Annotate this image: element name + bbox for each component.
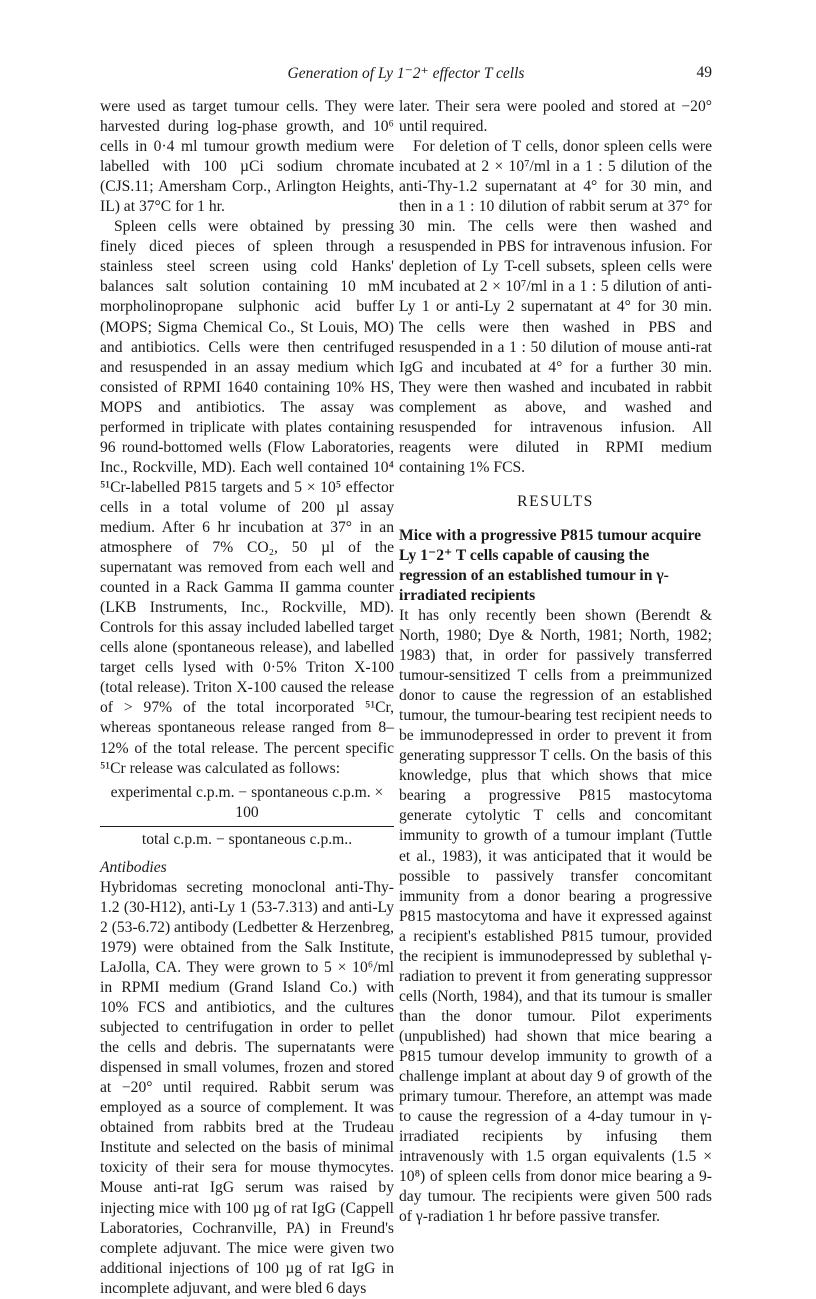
paragraph: Hybridomas secreting monoclonal anti-Thy-1.2 (30-H12), anti-Ly 1 (53-7.313) and anti-Ly 2 (53-6.72) antibody (Ledbetter & Herzenbreg, 1979) were obtained from the Salk Institute, LaJolla, CA. They were grown to 5 × 10⁶/ml in RPMI medium (Grand Island Co.) with 10% FCS and antibiotics, and the cultures subjected to centrifugation in order to pellet the cells and debris. The supernatants were dispensed in small volumes, frozen and stored at −20° until required. Rabbit serum was employed as a source of complement. It was obtained from rabbits bred at the Trudeau Institute and selected on the basis of minimal toxicity of their sera for mouse thymocytes. Mouse anti-rat IgG serum was raised by injecting mice with 100 µg of rat IgG (Cappell Laboratories, Cochranville, PA) in Freund's complete adjuvant. The mice were given two additional injections of 100 µg of rat IgG in incomplete adjuvant, and were bled 6 days [100, 878, 395, 1297]
right-column [399, 97, 712, 1227]
release-formula [100, 783, 394, 850]
page-number: 49 [696, 64, 712, 81]
paragraph: It has only recently been shown (Berendt & North, 1980; Dye & North, 1981; North, 1982; 1983) that, in order for passively transferred tumour-sensitized T cells from a preimmunized donor to cause the regression of an established tumour, the tumour-bearing test recipient needs to be immunodepressed in order to prevent it from generating suppressor T cells. On the basis of this knowledge, plus that which shows that mice bearing a progressive P815 mastocytoma generate cytolytic T cells and concomitant immunity to growth of a tumour implant (Tuttle et al., 1983), it was anticipated that it would be possible to passively transfer concomitant immunity from a donor bearing a progressive P815 mastocytoma and have it expressed against a recipient's established P815 tumour, provided the recipient is immunodepressed by sublethal γ-radiation to prevent it from generating suppressor cells (North, 1984), and that its tumour is smaller than the donor tumour. Pilot experiments (unpublished) had shown that mice bearing a P815 tumour develop immunity to growth of a challenge implant at about day 9 of growth of the primary tumour. Therefore, an attempt was made to cause the regression of a 4-day tumour in γ-irradiated recipients by infusing them intravenously with 1.5 organ equivalents (1.5 × 10⁸) of spleen cells from donor mice bearing a 9-day tumour. The recipients were given 500 rads of γ-radiation 1 hr before passive transfer. [399, 606, 712, 1226]
running-header [100, 64, 712, 86]
paragraph: For deletion of T cells, donor spleen cells were incubated at 2 × 10⁷/ml in a 1 : 5 dilution of the anti-Thy-1.2 supernatant at 4° for 30 min, and then in a 1 : 10 dilution of rabbit serum at 37° for 30 min. The cells were then washed and resuspended in PBS for intravenous infusion. For depletion of Ly T-cell subsets, spleen cells were incubated at 2 × 10⁷/ml in a 1 : 5 dilution of anti-Ly 1 or anti-Ly 2 supernatant at 4° for 30 min. The cells were then washed in PBS and resuspended in a 1 : 50 dilution of mouse anti-rat IgG and incubated at 4° for a further 30 min. They were then washed and incubated in rabbit complement as above, and washed and resuspended for intravenous infusion. All reagents were diluted in RPMI medium containing 1% FCS. [399, 138, 712, 476]
formula-period: . [348, 830, 353, 848]
results-subheading: Mice with a progressive P815 tumour acquire Ly 1⁻2⁺ T cells capable of causing the regression of an established tumour in γ-irradiated recipients [399, 526, 702, 604]
results-heading: RESULTS [517, 492, 594, 510]
paragraph: were used as target tumour cells. They were harvested during log-phase growth, and 10⁶ cells in 0·4 ml tumour growth medium were labelled with 100 µCi sodium chromate (CJS.11; Amersham Corp., Arlington Heights, IL) at 37°C for 1 hr. [100, 98, 394, 216]
formula-denominator-text: total c.p.m. − spontaneous c.p.m. [141, 830, 349, 848]
paragraph: Spleen cells were obtained by pressing finely diced pieces of spleen through a stainless steel screen using cold Hanks' balances salt solution containing 10 mM morpholinopropane sulphonic acid buffer (MOPS; Sigma Chemical Co., St Louis, MO) and antibiotics. Cells were then centrifuged and resuspended in an assay medium which consisted of RPMI 1640 containing 10% HS, MOPS and antibiotics. The assay was performed in triplicate with plates containing 96 round-bottomed wells (Flow Laboratories, Inc., Rockville, MD). Each well contained 10⁴ ⁵¹Cr-labelled P815 targets and 5 × 10⁵ effector cells in a total volume of 200 µl assay medium. After 6 hr incubation at 37° in an atmosphere of 7% CO₂, 50 µl of the supernatant was removed from each well and counted in a Rack Gamma II gamma counter (LKB Instruments, Inc., Rockville, MD). Controls for this assay included labelled target cells alone (spontaneous release), and labelled target cells lysed with 0·5% Triton X-100 (total release). Triton X-100 caused the release of > 97% of the total incorporated ⁵¹Cr, whereas spontaneous release ranged from 8–12% of the total release. The percent specific ⁵¹Cr release was calculated as follows: [100, 218, 394, 777]
formula-numerator: experimental c.p.m. − spontaneous c.p.m. × 100 [100, 783, 394, 827]
formula-denominator [100, 827, 394, 850]
paragraph: later. Their sera were pooled and stored at −20° until required. [399, 98, 712, 136]
running-title: Generation of Ly 1⁻2⁺ effector T cells [287, 65, 525, 82]
section-heading-antibodies: Antibodies [100, 858, 167, 876]
left-column [100, 97, 394, 1299]
